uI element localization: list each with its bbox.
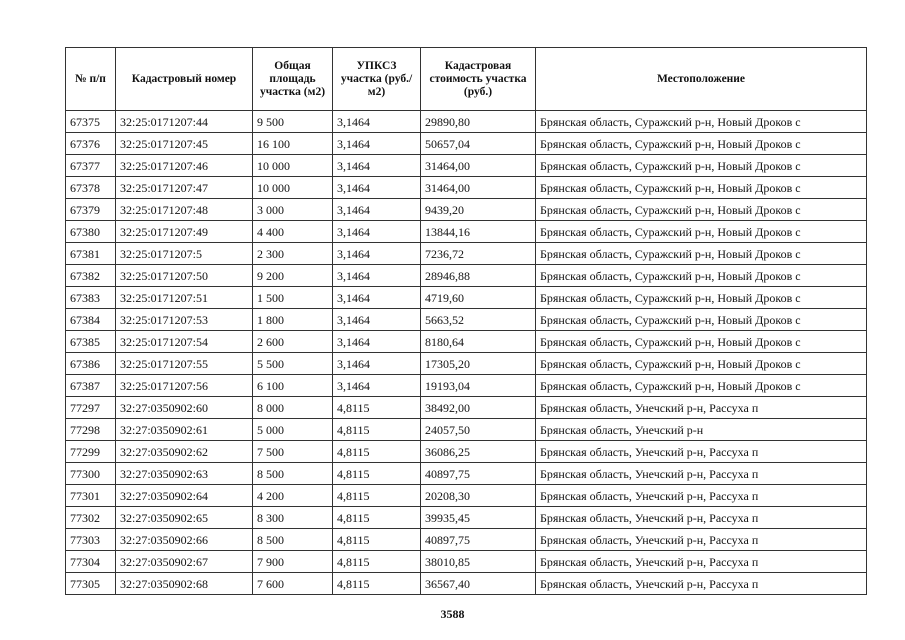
table-row [66, 309, 867, 331]
cell-cadastral-number: 32:25:0171207:51 [116, 287, 253, 309]
cell-area: 9 200 [253, 265, 333, 287]
cell-area: 10 000 [253, 177, 333, 199]
cell-area: 6 100 [253, 375, 333, 397]
cell-cadastral-number: 32:27:0350902:62 [116, 441, 253, 463]
cell-upksz: 4,8115 [333, 507, 421, 529]
cell-cadastral-number: 32:27:0350902:68 [116, 573, 253, 595]
cell-area: 5 000 [253, 419, 333, 441]
cell-upksz: 4,8115 [333, 529, 421, 551]
cell-upksz: 3,1464 [333, 265, 421, 287]
cell-index: 67377 [66, 155, 116, 177]
cell-location: Брянская область, Суражский р-н, Новый Дроков с [536, 309, 867, 331]
cell-cadastral-value: 28946,88 [421, 265, 536, 287]
cell-upksz: 4,8115 [333, 573, 421, 595]
cell-area: 16 100 [253, 133, 333, 155]
cell-upksz: 3,1464 [333, 111, 421, 133]
cell-upksz: 4,8115 [333, 441, 421, 463]
cell-index: 67382 [66, 265, 116, 287]
table-row [66, 573, 867, 595]
cell-upksz: 4,8115 [333, 551, 421, 573]
table-row [66, 133, 867, 155]
cell-cadastral-number: 32:27:0350902:67 [116, 551, 253, 573]
cell-location: Брянская область, Суражский р-н, Новый Дроков с [536, 265, 867, 287]
cell-area: 7 500 [253, 441, 333, 463]
cell-cadastral-number: 32:25:0171207:44 [116, 111, 253, 133]
cell-cadastral-value: 5663,52 [421, 309, 536, 331]
cell-area: 4 400 [253, 221, 333, 243]
cell-cadastral-value: 7236,72 [421, 243, 536, 265]
header-cadastral-value: Кадастровая стоимость участка (руб.) [421, 48, 536, 111]
header-location: Местоположение [536, 48, 867, 111]
cell-cadastral-value: 36567,40 [421, 573, 536, 595]
cell-upksz: 3,1464 [333, 243, 421, 265]
cell-location: Брянская область, Унечский р-н, Рассуха п [536, 529, 867, 551]
cell-cadastral-number: 32:25:0171207:56 [116, 375, 253, 397]
cell-location: Брянская область, Суражский р-н, Новый Дроков с [536, 243, 867, 265]
table-row [66, 221, 867, 243]
table-row [66, 155, 867, 177]
cell-area: 8 000 [253, 397, 333, 419]
cell-location: Брянская область, Суражский р-н, Новый Дроков с [536, 331, 867, 353]
cell-location: Брянская область, Унечский р-н, Рассуха п [536, 397, 867, 419]
table-header [66, 48, 867, 111]
cell-location: Брянская область, Суражский р-н, Новый Дроков с [536, 353, 867, 375]
cell-location: Брянская область, Унечский р-н, Рассуха п [536, 507, 867, 529]
table-row [66, 287, 867, 309]
table-row [66, 507, 867, 529]
cell-upksz: 3,1464 [333, 353, 421, 375]
cell-area: 10 000 [253, 155, 333, 177]
cell-cadastral-number: 32:27:0350902:61 [116, 419, 253, 441]
cell-upksz: 3,1464 [333, 375, 421, 397]
cell-upksz: 3,1464 [333, 199, 421, 221]
cell-cadastral-number: 32:25:0171207:46 [116, 155, 253, 177]
cell-area: 7 900 [253, 551, 333, 573]
cell-upksz: 3,1464 [333, 309, 421, 331]
cell-index: 67387 [66, 375, 116, 397]
table-row [66, 353, 867, 375]
cell-index: 77302 [66, 507, 116, 529]
cell-index: 77300 [66, 463, 116, 485]
cell-cadastral-number: 32:25:0171207:49 [116, 221, 253, 243]
table-row [66, 441, 867, 463]
cell-area: 4 200 [253, 485, 333, 507]
cell-area: 2 300 [253, 243, 333, 265]
cell-location: Брянская область, Суражский р-н, Новый Дроков с [536, 133, 867, 155]
cell-area: 8 500 [253, 529, 333, 551]
cell-cadastral-value: 17305,20 [421, 353, 536, 375]
cell-cadastral-number: 32:25:0171207:54 [116, 331, 253, 353]
cell-cadastral-value: 40897,75 [421, 463, 536, 485]
cell-cadastral-value: 13844,16 [421, 221, 536, 243]
cell-cadastral-value: 20208,30 [421, 485, 536, 507]
cell-area: 1 500 [253, 287, 333, 309]
cell-upksz: 3,1464 [333, 287, 421, 309]
cell-upksz: 4,8115 [333, 463, 421, 485]
cell-cadastral-value: 40897,75 [421, 529, 536, 551]
cell-upksz: 3,1464 [333, 155, 421, 177]
cell-location: Брянская область, Суражский р-н, Новый Дроков с [536, 287, 867, 309]
cell-index: 67385 [66, 331, 116, 353]
cell-cadastral-number: 32:25:0171207:48 [116, 199, 253, 221]
cell-area: 2 600 [253, 331, 333, 353]
cell-location: Брянская область, Суражский р-н, Новый Дроков с [536, 155, 867, 177]
cell-location: Брянская область, Унечский р-н, Рассуха п [536, 573, 867, 595]
cell-cadastral-value: 29890,80 [421, 111, 536, 133]
cell-upksz: 3,1464 [333, 133, 421, 155]
cell-cadastral-number: 32:27:0350902:66 [116, 529, 253, 551]
header-upksz: УПКСЗ участка (руб./м2) [333, 48, 421, 111]
cell-index: 67380 [66, 221, 116, 243]
cell-cadastral-value: 39935,45 [421, 507, 536, 529]
cell-cadastral-value: 4719,60 [421, 287, 536, 309]
cell-cadastral-value: 8180,64 [421, 331, 536, 353]
cell-location: Брянская область, Унечский р-н, Рассуха п [536, 551, 867, 573]
cell-location: Брянская область, Суражский р-н, Новый Дроков с [536, 111, 867, 133]
cell-location: Брянская область, Суражский р-н, Новый Дроков с [536, 199, 867, 221]
cell-location: Брянская область, Унечский р-н, Рассуха п [536, 441, 867, 463]
cell-cadastral-value: 50657,04 [421, 133, 536, 155]
table-row [66, 419, 867, 441]
cell-index: 67376 [66, 133, 116, 155]
cell-cadastral-number: 32:27:0350902:65 [116, 507, 253, 529]
cell-upksz: 3,1464 [333, 177, 421, 199]
cell-index: 77303 [66, 529, 116, 551]
cell-area: 1 800 [253, 309, 333, 331]
table-row [66, 265, 867, 287]
header-area: Общая площадь участка (м2) [253, 48, 333, 111]
table-row [66, 485, 867, 507]
cell-index: 77305 [66, 573, 116, 595]
cell-index: 67383 [66, 287, 116, 309]
cell-index: 77299 [66, 441, 116, 463]
header-row [66, 48, 867, 111]
cell-location: Брянская область, Суражский р-н, Новый Дроков с [536, 177, 867, 199]
table-row [66, 177, 867, 199]
cell-location: Брянская область, Унечский р-н, Рассуха п [536, 463, 867, 485]
header-cadastral-number: Кадастровый номер [116, 48, 253, 111]
cell-index: 77297 [66, 397, 116, 419]
cell-location: Брянская область, Унечский р-н [536, 419, 867, 441]
cell-cadastral-value: 9439,20 [421, 199, 536, 221]
cell-cadastral-value: 31464,00 [421, 155, 536, 177]
cell-index: 67375 [66, 111, 116, 133]
cell-index: 77298 [66, 419, 116, 441]
table-row [66, 199, 867, 221]
cell-cadastral-number: 32:25:0171207:5 [116, 243, 253, 265]
cell-location: Брянская область, Суражский р-н, Новый Дроков с [536, 221, 867, 243]
cell-upksz: 3,1464 [333, 331, 421, 353]
cell-cadastral-value: 38010,85 [421, 551, 536, 573]
cell-index: 67384 [66, 309, 116, 331]
table-row [66, 551, 867, 573]
cell-index: 67386 [66, 353, 116, 375]
cell-cadastral-number: 32:27:0350902:64 [116, 485, 253, 507]
header-index: № п/п [66, 48, 116, 111]
cell-area: 8 500 [253, 463, 333, 485]
cell-cadastral-number: 32:27:0350902:63 [116, 463, 253, 485]
table-row [66, 375, 867, 397]
cell-cadastral-value: 31464,00 [421, 177, 536, 199]
cell-upksz: 4,8115 [333, 419, 421, 441]
cell-index: 67379 [66, 199, 116, 221]
cell-index: 77301 [66, 485, 116, 507]
cell-index: 67378 [66, 177, 116, 199]
cell-area: 5 500 [253, 353, 333, 375]
cell-cadastral-number: 32:25:0171207:53 [116, 309, 253, 331]
cell-area: 7 600 [253, 573, 333, 595]
table-row [66, 331, 867, 353]
cell-cadastral-number: 32:25:0171207:45 [116, 133, 253, 155]
page-number: 3588 [440, 607, 465, 621]
table-row [66, 463, 867, 485]
cell-cadastral-number: 32:27:0350902:60 [116, 397, 253, 419]
cell-area: 3 000 [253, 199, 333, 221]
cell-area: 8 300 [253, 507, 333, 529]
cell-index: 67381 [66, 243, 116, 265]
table-row [66, 243, 867, 265]
cadastral-table [65, 47, 867, 595]
cell-cadastral-number: 32:25:0171207:47 [116, 177, 253, 199]
cell-upksz: 4,8115 [333, 397, 421, 419]
table-row [66, 397, 867, 419]
table-row [66, 529, 867, 551]
cell-upksz: 3,1464 [333, 221, 421, 243]
cell-index: 77304 [66, 551, 116, 573]
cell-cadastral-value: 38492,00 [421, 397, 536, 419]
table-row [66, 111, 867, 133]
table-body [66, 111, 867, 595]
cell-area: 9 500 [253, 111, 333, 133]
cell-cadastral-number: 32:25:0171207:55 [116, 353, 253, 375]
cell-location: Брянская область, Суражский р-н, Новый Дроков с [536, 375, 867, 397]
cell-location: Брянская область, Унечский р-н, Рассуха п [536, 485, 867, 507]
cell-cadastral-value: 24057,50 [421, 419, 536, 441]
cell-cadastral-value: 19193,04 [421, 375, 536, 397]
cell-cadastral-number: 32:25:0171207:50 [116, 265, 253, 287]
cell-cadastral-value: 36086,25 [421, 441, 536, 463]
cell-upksz: 4,8115 [333, 485, 421, 507]
